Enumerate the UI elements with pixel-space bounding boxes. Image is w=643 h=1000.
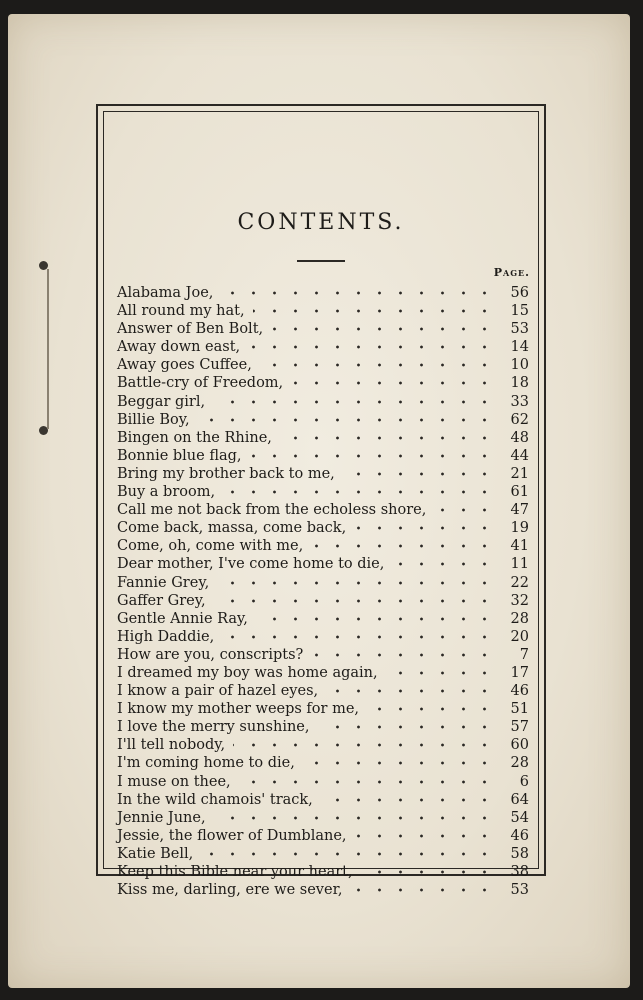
entry-page-number: 14 [510, 339, 529, 356]
contents-entry [117, 610, 529, 628]
entry-title: High Daddie, [117, 628, 215, 645]
contents-entry [117, 501, 529, 519]
entry-title: Away goes Cuffee, [117, 357, 252, 374]
dot-leader [311, 537, 495, 555]
contents-entry [117, 628, 529, 646]
contents-entry [117, 664, 529, 682]
dot-leader [321, 791, 495, 809]
entry-title: Gaffer Grey, [117, 592, 206, 609]
dot-leader [214, 592, 495, 610]
entry-page-number: 33 [510, 393, 529, 410]
contents-entry [117, 754, 529, 772]
contents-entry [117, 483, 529, 501]
entry-title: All round my hat, [117, 303, 245, 320]
contents-entry [117, 555, 529, 573]
dot-leader [355, 827, 495, 845]
dot-leader [291, 374, 495, 392]
entry-page-number: 15 [510, 303, 529, 320]
entry-title: I know a pair of hazel eyes, [117, 683, 319, 700]
contents-entry [117, 411, 529, 429]
entry-title: Kiss me, darling, ere we sever, [117, 882, 343, 899]
entry-title: Billie Boy, [117, 411, 190, 428]
entry-page-number: 64 [510, 791, 529, 808]
dot-leader [217, 574, 495, 592]
dot-leader [354, 519, 495, 537]
dot-leader [367, 700, 495, 718]
contents-entry [117, 356, 529, 374]
dot-leader [392, 555, 495, 573]
entry-page-number: 51 [510, 701, 529, 718]
entry-page-number: 7 [519, 646, 529, 663]
entry-title: Battle-cry of Freedom, [117, 375, 284, 392]
dot-leader [260, 356, 495, 374]
entry-page-number: 44 [510, 447, 529, 464]
contents-entry [117, 429, 529, 447]
entry-title: Keep this Bible near your heart, [117, 864, 353, 880]
dot-leader [198, 411, 495, 429]
contents-entry [117, 574, 529, 592]
contents-entry [117, 682, 529, 700]
entry-title: Fannie Grey, [117, 574, 210, 591]
contents-entry [117, 791, 529, 809]
contents-entry [117, 447, 529, 465]
contents-entry [117, 465, 529, 483]
entry-title: Call me not back from the echoless shore, [117, 502, 427, 519]
dot-leader [233, 736, 495, 754]
dot-leader [303, 754, 495, 772]
contents-entry [117, 302, 529, 320]
entry-page-number: 61 [510, 484, 529, 501]
entry-title: I muse on thee, [117, 773, 231, 790]
dot-leader [250, 447, 495, 465]
entry-page-number: 41 [510, 538, 529, 555]
entry-title: I know my mother weeps for me, [117, 701, 360, 718]
contents-entry [117, 736, 529, 754]
entry-title: Buy a broom, [117, 484, 216, 501]
contents-entry [117, 592, 529, 610]
dot-leader [351, 881, 495, 899]
contents-entry [117, 646, 529, 664]
entry-page-number: 32 [510, 592, 529, 609]
entry-page-number: 20 [510, 628, 529, 645]
dot-leader [318, 718, 495, 736]
contents-entry [117, 374, 529, 392]
contents-entry [117, 338, 529, 356]
contents-entry [117, 845, 529, 863]
dot-leader [271, 320, 495, 338]
contents-entry [117, 881, 529, 899]
entry-page-number: 19 [510, 520, 529, 537]
entry-page-number: 18 [510, 375, 529, 392]
entry-page-number: 38 [510, 864, 529, 880]
dot-leader [361, 863, 495, 881]
entry-page-number: 58 [510, 845, 529, 862]
contents-entry [117, 809, 529, 827]
entry-title: I love the merry sunshine, [117, 719, 310, 736]
entry-title: In the wild chamois' track, [117, 791, 313, 808]
contents-entry [117, 718, 529, 736]
entry-page-number: 60 [510, 737, 529, 754]
entry-title: Alabama Joe, [117, 285, 214, 301]
entry-title: Away down east, [117, 339, 241, 356]
entry-page-number: 47 [510, 502, 529, 519]
entry-page-number: 10 [510, 357, 529, 374]
binding-thread [47, 269, 49, 429]
entry-page-number: 46 [510, 827, 529, 844]
entry-title: Come back, massa, come back, [117, 520, 347, 537]
entry-title: I dreamed my boy was home again, [117, 664, 378, 681]
dot-leader [214, 809, 495, 827]
dot-leader [223, 483, 495, 501]
entry-title: Come, oh, come with me, [117, 538, 304, 555]
entry-title: I'll tell nobody, [117, 737, 226, 754]
entry-title: Katie Bell, [117, 845, 194, 862]
dot-leader [222, 628, 495, 646]
entry-title: I'm coming home to die, [117, 755, 295, 772]
entry-page-number: 6 [519, 773, 529, 790]
entry-page-number: 62 [510, 411, 529, 428]
contents-title: CONTENTS. [237, 210, 405, 235]
dot-leader [256, 610, 495, 628]
contents-entry [117, 519, 529, 537]
dot-leader [386, 664, 495, 682]
entry-title: Beggar girl, [117, 393, 206, 410]
entry-page-number: 28 [510, 610, 529, 627]
dot-leader [239, 773, 495, 791]
dot-leader [248, 338, 495, 356]
entry-page-number: 28 [510, 755, 529, 772]
dot-leader [343, 465, 495, 483]
dot-leader [201, 845, 495, 863]
contents-entry [117, 320, 529, 338]
entry-title: Gentle Annie Ray, [117, 610, 248, 627]
entry-title: How are you, conscripts? [117, 646, 304, 663]
entry-page-number: 21 [510, 465, 529, 482]
dot-leader [311, 646, 495, 664]
entry-page-number: 57 [510, 719, 529, 736]
contents-entry [117, 393, 529, 411]
contents-entry [117, 773, 529, 791]
dot-leader [221, 284, 495, 302]
entry-title: Bingen on the Rhine, [117, 429, 272, 446]
entry-page-number: 54 [510, 809, 529, 826]
dot-leader [213, 393, 495, 411]
dot-leader [434, 501, 495, 519]
contents-entry [117, 700, 529, 718]
dot-leader [253, 302, 495, 320]
contents-entry [117, 284, 529, 302]
entry-page-number: 46 [510, 683, 529, 700]
contents-entry [117, 537, 529, 555]
contents-entry [117, 863, 529, 881]
entry-title: Dear mother, I've come home to die, [117, 556, 385, 573]
entry-title: Jessie, the flower of Dumblane, [117, 827, 347, 844]
entry-title: Answer of Ben Bolt, [117, 321, 264, 338]
entry-page-number: 22 [510, 574, 529, 591]
entry-page-number: 11 [510, 556, 529, 573]
title-rule [297, 260, 345, 262]
entry-page-number: 48 [510, 429, 529, 446]
entry-title: Bring my brother back to me, [117, 465, 335, 482]
entry-page-number: 56 [510, 285, 529, 301]
entry-title: Bonnie blue flag, [117, 447, 242, 464]
contents-list [117, 284, 529, 899]
dot-leader [326, 682, 495, 700]
entry-title: Jennie June, [117, 809, 206, 826]
entry-page-number: 17 [510, 664, 529, 681]
dot-leader [280, 429, 495, 447]
entry-page-number: 53 [510, 321, 529, 338]
entry-page-number: 53 [510, 882, 529, 899]
page-column-heading: Page. [493, 266, 530, 279]
contents-entry [117, 827, 529, 845]
